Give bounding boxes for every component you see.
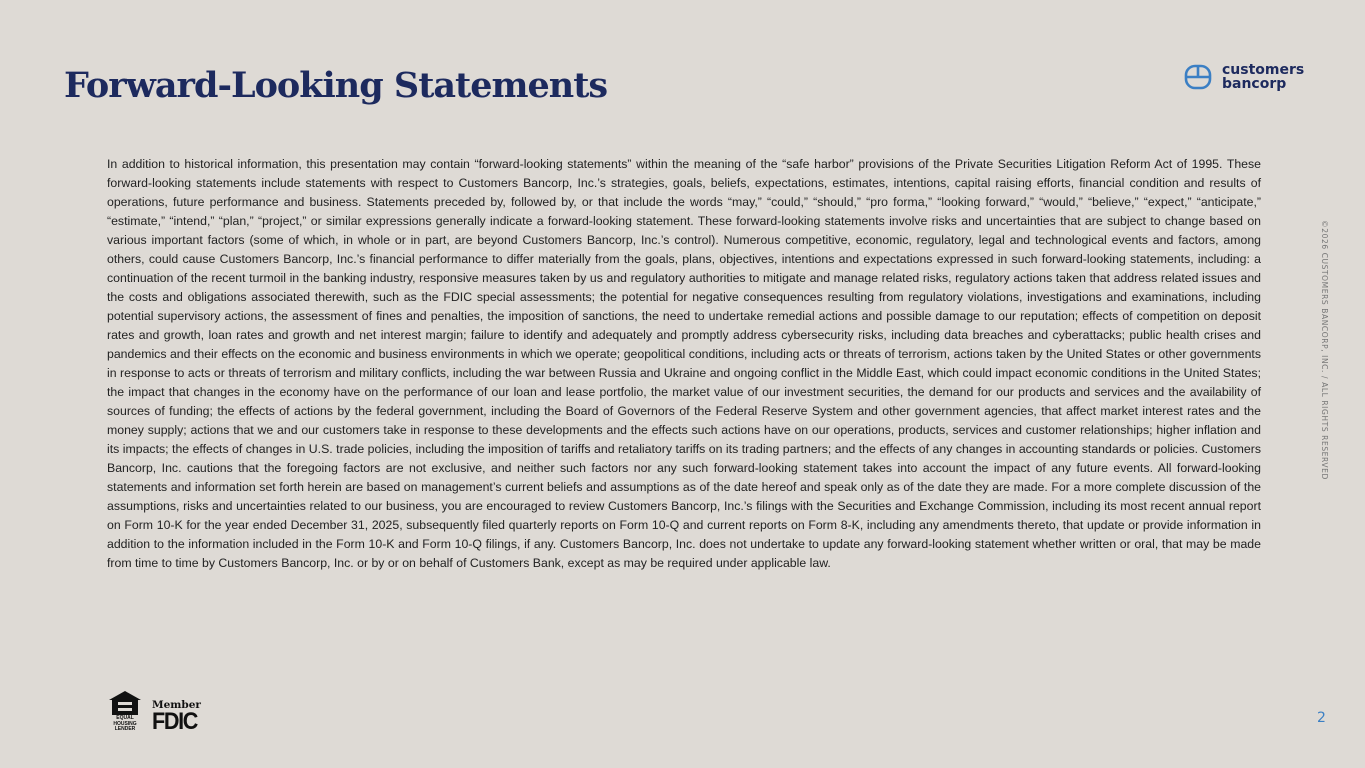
slide-title: Forward-Looking Statements [64,65,608,106]
fdic-member-label: Member [152,698,201,711]
customers-bancorp-logo-icon [1184,63,1212,91]
equal-housing-house-icon [107,690,143,716]
ehl-text-line1: EQUAL HOUSING [113,715,137,727]
logo-text-line1: customers [1222,62,1305,78]
forward-looking-statement-body: In addition to historical information, this presentation may contain “forward-looking statements” within the meaning of the “safe harbor” provisions of the Private Securities Litigation Reform Act of 1995. These forward-looking statements include statements with respect to Customers Bancorp, Inc.’s strategies, goals, beliefs, expectations, estimates, intentions, capital raising efforts, financial condition and results of operations, future performance and business. Statements preceded by, followed by, or that include the words “may,” “could,” “should,” “pro forma,” “looking forward,” “would,” “believe,” “expect,” “anticipate,” “estimate,” “intend,” “plan,” “project,” or similar expressions generally indicate a forward-looking statement. These forward-looking statements involve risks and uncertainties that are subject to change based on various important factors (some of which, in whole or in part, are beyond Customers Bancorp, Inc.’s control). Numerous competitive, economic, regulatory, legal and technological events and factors, among others, could cause Customers Bancorp, Inc.’s financial performance to differ materially from the goals, plans, objectives, intentions and expectations expressed in such forward-looking statements, including: a continuation of the recent turmoil in the banking industry, responsive measures taken by us and regulatory authorities to mitigate and manage related risks, regulatory actions taken that address related issues and the costs and obligations associated therewith, such as the FDIC special assessments; the potential for negative consequences resulting from regulatory violations, investigations and examinations, including potential supervisory actions, the assessment of fines and penalties, the imposition of sanctions, the need to undertake remedial actions and possible damage to our reputation; effects of competition on deposit rates and growth, loan rates and growth and net interest margin; failure to identify and adequately and promptly address cybersecurity risks, including data breaches and cyberattacks; public health crises and pandemics and their effects on the economic and business environments in which we operate; geopolitical conditions, including acts or threats of terrorism, actions taken by the United States or other governments in response to acts or threats of terrorism and military conflicts, including the war between Russia and Ukraine and ongoing conflict in the Middle East, which could impact economic conditions in the United States; the impact that changes in the economy have on the performance of our loan and lease portfolio, the market value of our investment securities, the demand for our products and services and the availability of sources of funding; the effects of actions by the federal government, including the Board of Governors of the Federal Reserve System and other government agencies, that affect market interest rates and the money supply; actions that we and our customers take in response to these developments and the effects such actions have on our operations, products, services and customer relationships; higher inflation and its impacts; the effects of changes in U.S. trade policies, including the imposition of tariffs and retaliatory tariffs on its trading partners; and the effects of any changes in accounting standards or policies. Customers Bancorp, Inc. cautions that the foregoing factors are not exclusive, and neither such factors nor any such forward-looking statement takes into account the impact of any future events. All forward-looking statements and information set forth herein are based on management’s current beliefs and assumptions as of the date hereof and speak only as of the date they are made. For a more complete discussion of the assumptions, risks and uncertainties related to our business, you are encouraged to review Customers Bancorp, Inc.’s filings with the Securities and Exchange Commission, including its most recent annual report on Form 10-K for the year ended December 31, 2025, subsequently filed quarterly reports on Form 10-Q and current reports on Form 8-K, including any amendments thereto, that update or provide information in addition to the information included in the Form 10-K and Form 10-Q filings, if any. Customers Bancorp, Inc. does not undertake to update any forward-looking statement whether written or oral, that may be made from time to time by Customers Bancorp, Inc. or by or on behalf of Customers Bank, except as may be required under applicable law. [107,157,1261,570]
fdic-label: FDIC [152,707,197,735]
copyright-vertical-text: ©2026 CUSTOMERS BANCORP, INC. / ALL RIGHTS RESERVED [1320,220,1329,480]
equal-housing-lender-badge [106,690,144,733]
logo-text-line2: bancorp [1222,76,1287,92]
customers-bancorp-logo [1184,63,1304,91]
ehl-text-line2: LENDER [114,726,136,732]
member-fdic-badge [152,700,202,733]
regulatory-badges [106,690,202,733]
page-number: 2 [1317,710,1326,726]
